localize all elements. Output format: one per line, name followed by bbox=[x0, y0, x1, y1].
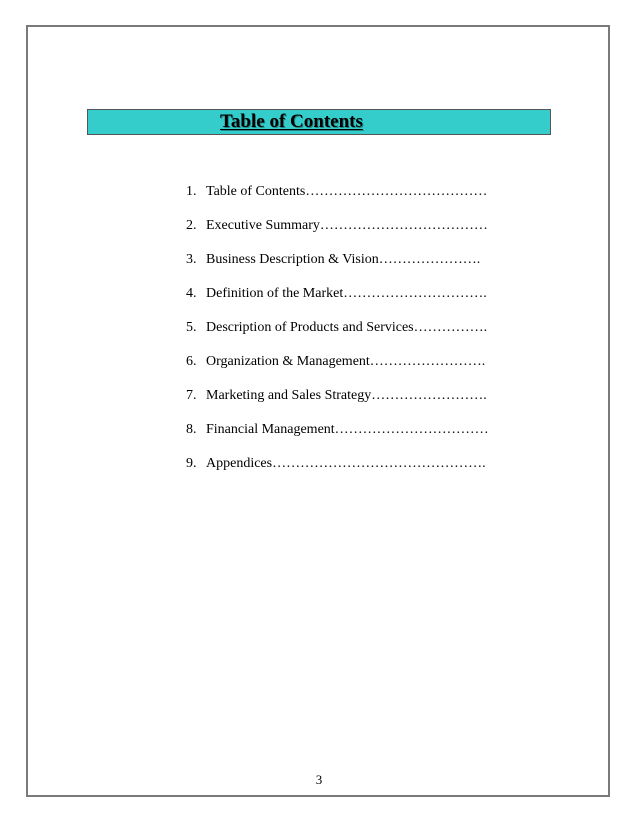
page-title: Table of Contents bbox=[220, 111, 363, 132]
toc-item-number: 6. bbox=[186, 354, 197, 369]
toc-item-label: Definition of the Market…………………………. bbox=[206, 286, 487, 301]
toc-item-5 bbox=[186, 319, 489, 353]
toc-item-label: Description of Products and Services……………. bbox=[206, 320, 488, 335]
toc-item-label: Organization & Management……………………. bbox=[206, 354, 486, 369]
toc-item-number: 9. bbox=[186, 456, 197, 471]
title-bar bbox=[87, 109, 551, 135]
toc-item-number: 8. bbox=[186, 422, 197, 437]
toc-item-number: 2. bbox=[186, 218, 197, 233]
toc-item-number: 3. bbox=[186, 252, 197, 267]
toc-item-label: Table of Contents………………………………… bbox=[206, 184, 488, 199]
toc-item-number: 5. bbox=[186, 320, 197, 335]
toc-item-number: 7. bbox=[186, 388, 197, 403]
toc-item-9 bbox=[186, 455, 489, 489]
toc-item-8 bbox=[186, 421, 489, 455]
toc-item-6 bbox=[186, 353, 489, 387]
toc-item-label: Business Description & Vision…………………. bbox=[206, 252, 481, 267]
table-of-contents-list bbox=[186, 183, 489, 489]
toc-item-label: Executive Summary……………………………… bbox=[206, 218, 488, 233]
toc-item-1 bbox=[186, 183, 489, 217]
toc-item-2 bbox=[186, 217, 489, 251]
toc-item-label: Appendices………………………………………. bbox=[206, 456, 486, 471]
page-number: 3 bbox=[315, 772, 323, 787]
toc-item-4 bbox=[186, 285, 489, 319]
toc-item-number: 4. bbox=[186, 286, 197, 301]
toc-item-label: Marketing and Sales Strategy……………………. bbox=[206, 388, 487, 403]
toc-item-number: 1. bbox=[186, 184, 197, 199]
toc-item-label: Financial Management…………………………… bbox=[206, 422, 489, 437]
toc-item-3 bbox=[186, 251, 489, 285]
toc-item-7 bbox=[186, 387, 489, 421]
